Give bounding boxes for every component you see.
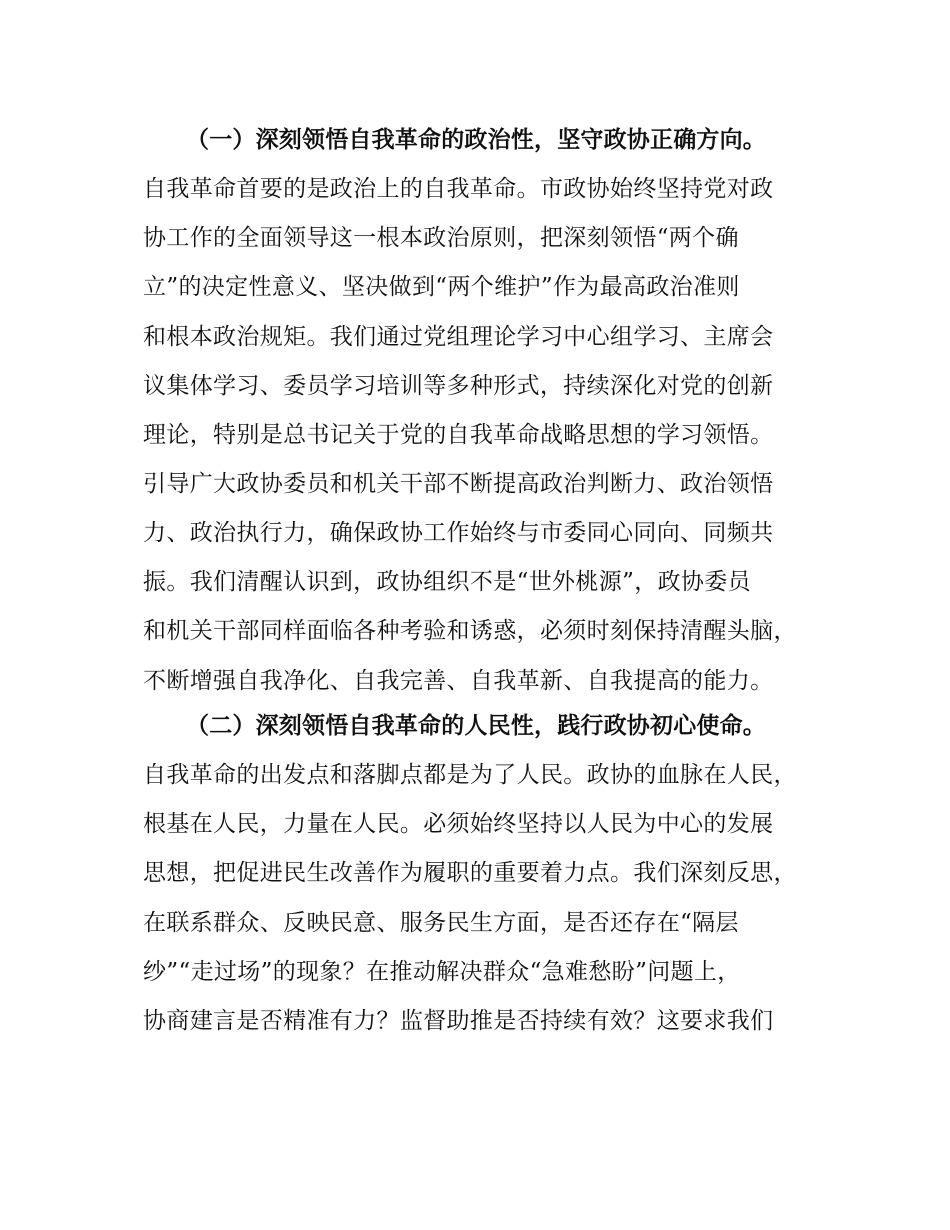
paragraph-line: 和根本政治规矩。我们通过党组理论学习中心组学习、主席会 [143, 324, 774, 350]
paragraph-line: 立”的决定性意义、坚决做到“两个维护”作为最高政治准则 [143, 274, 740, 300]
paragraph-line: 根基在人民，力量在人民。必须始终坚持以人民为中心的发展 [143, 811, 774, 837]
paragraph-line: 和机关干部同样面临各种考验和诱惑，必须时刻保持清醒头脑， [143, 618, 797, 644]
section-heading: （一）深刻领悟自我革命的政治性，坚守政协正确方向。 [186, 127, 766, 153]
paragraph-line: 在联系群众、反映民意、服务民生方面，是否还存在“隔层 [143, 910, 739, 936]
paragraph-line: 议集体学习、委员学习培训等多种形式，持续深化对党的创新 [143, 373, 774, 399]
paragraph-line: 自我革命首要的是政治上的自我革命。市政协始终坚持党对政 [143, 176, 774, 202]
paragraph-line: 纱”“走过场”的现象？在推动解决群众“急难愁盼”问题上， [143, 959, 741, 985]
paragraph-line: 思想，把促进民生改善作为履职的重要着力点。我们深刻反思， [143, 860, 797, 886]
paragraph-line: 协工作的全面领导这一根本政治原则，把深刻领悟“两个确 [143, 225, 739, 251]
paragraph-line: 不断增强自我净化、自我完善、自我革新、自我提高的能力。 [143, 668, 774, 694]
paragraph-line: 力、政治执行力，确保政协工作始终与市委同心同向、同频共 [143, 520, 774, 546]
paragraph-line: 振。我们清醒认识到，政协组织不是“世外桃源”，政协委员 [143, 569, 751, 595]
section-heading: （二）深刻领悟自我革命的人民性，践行政协初心使命。 [186, 713, 766, 739]
paragraph-line: 自我革命的出发点和落脚点都是为了人民。政协的血脉在人民， [143, 762, 797, 788]
paragraph-line: 引导广大政协委员和机关干部不断提高政治判断力、政治领悟 [143, 471, 774, 497]
paragraph-line: 理论，特别是总书记关于党的自我革命战略思想的学习领悟。 [143, 422, 774, 448]
paragraph-line: 协商建言是否精准有力？监督助推是否持续有效？这要求我们 [143, 1008, 774, 1034]
